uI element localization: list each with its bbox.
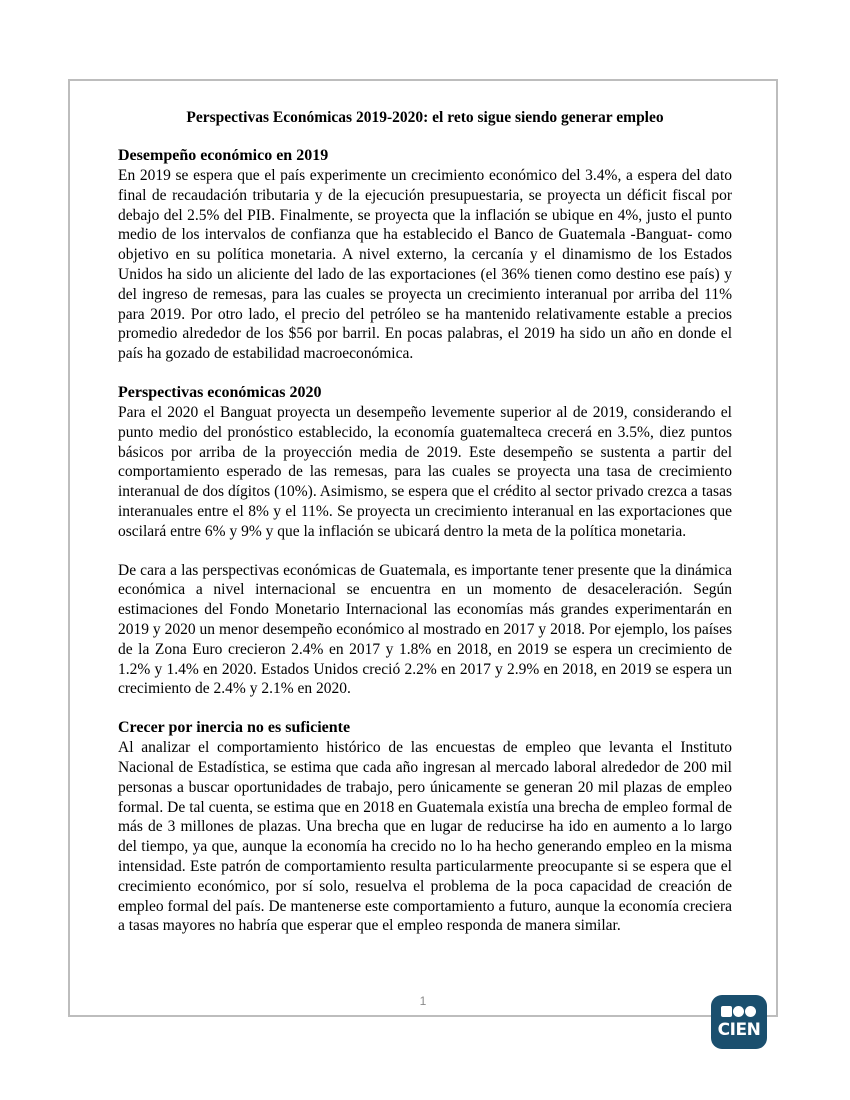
page-number: 1 — [419, 994, 427, 1008]
section-perspectivas-2020 — [118, 383, 732, 699]
paragraph: Para el 2020 el Banguat proyecta un desempeño levemente superior al de 2019, considerando el punto medio del pronóstico establecido, la economía guatemalteca crecerá en 3.5%, diez puntos básicos por arriba de la proyección media de 2019. Este desempeño se sustenta a partir del comportamiento esperado de las remesas, para las cuales se proyecta una tasa de crecimiento interanual de dos dígitos (10%). Asimismo, se espera que el crédito al sector privado crezca a tasas interanuales entre el 8% y el 11%. Se proyecta un crecimiento interanual en las exportaciones que oscilará entre 6% y 9% y que la inflación se ubicará dentro la meta de la política monetaria. — [118, 403, 732, 540]
section-heading: Perspectivas económicas 2020 — [118, 383, 322, 401]
logo-mark-icon — [721, 1006, 757, 1018]
paragraph: De cara a las perspectivas económicas de Guatemala, es importante tener presente que la dinámica económica a nivel internacional se encuentra en un momento de desaceleración. Según estimaciones del Fondo Monetario Internacional las economías más grandes experimentarán en 2019 y 2020 un menor desempeño económico al mostrado en 2017 y 2018. Por ejemplo, los países de la Zona Euro crecieron 2.4% en 2017 y 1.8% en 2018, en 2019 se espera un crecimiento de 1.2% y 1.4% en 2020. Estados Unidos creció 2.2% en 2017 y 2.9% en 2018, en 2019 se espera un crecimiento de 2.4% y 2.1% en 2020. — [118, 561, 732, 698]
section-heading: Desempeño económico en 2019 — [118, 147, 329, 164]
section-desempeno-2019 — [118, 146, 732, 364]
section-crecer-por-inercia — [118, 718, 732, 936]
document-body — [118, 108, 732, 936]
logo-text: CIEN — [717, 1020, 761, 1040]
paragraph: En 2019 se espera que el país experimente un crecimiento económico del 3.4%, a espera del dato final de recaudación tributaria y de la ejecución presupuestaria, se proyecta un déficit fiscal por debajo del 2.5% del PIB. Finalmente, se proyecta que la inflación se ubique en 4%, justo el punto medio de los intervalos de confianza que ha establecido el Banco de Guatemala -Banguat- como objetivo en su política monetaria. A nivel externo, la cercanía y el dinamismo de los Estados Unidos ha sido un aliciente del lado de las exportaciones (el 36% tienen como destino ese país) y del ingreso de remesas, para las cuales se proyecta un crecimiento interanual por arriba del 11% para 2019. Por otro lado, el precio del petróleo se ha mantenido relativamente estable a precios promedio alrededor de los $56 por barril. En pocas palabras, el 2019 ha sido un año en donde el país ha gozado de estabilidad macroeconómica. — [118, 167, 732, 363]
document-title: Perspectivas Económicas 2019-2020: el reto sigue siendo generar empleo — [186, 109, 664, 126]
section-heading: Crecer por inercia no es suficiente — [118, 719, 351, 737]
cien-logo — [711, 995, 767, 1049]
paragraph: Al analizar el comportamiento histórico de las encuestas de empleo que levanta el Instituto Nacional de Estadística, se estima que cada año ingresan al mercado laboral alrededor de 200 mil personas a buscar oportunidades de trabajo, pero únicamente se generan 20 mil plazas de empleo formal. De tal cuenta, se estima que en 2018 en Guatemala existía una brecha de empleo formal de más de 3 millones de plazas. Una brecha que en lugar de reducirse ha ido en aumento a lo largo del tiempo, ya que, aunque la economía ha crecido no lo ha hecho generando empleo en la misma intensidad. Este patrón de comportamiento resulta particularmente preocupante si se espera que el crecimiento económico, por sí solo, resuelva el problema de la poca capacidad de creación de empleo formal del país. De mantenerse este comportamiento a futuro, aunque la economía creciera a tasas mayores no habría que esperar que el empleo responda de manera similar. — [118, 739, 732, 935]
